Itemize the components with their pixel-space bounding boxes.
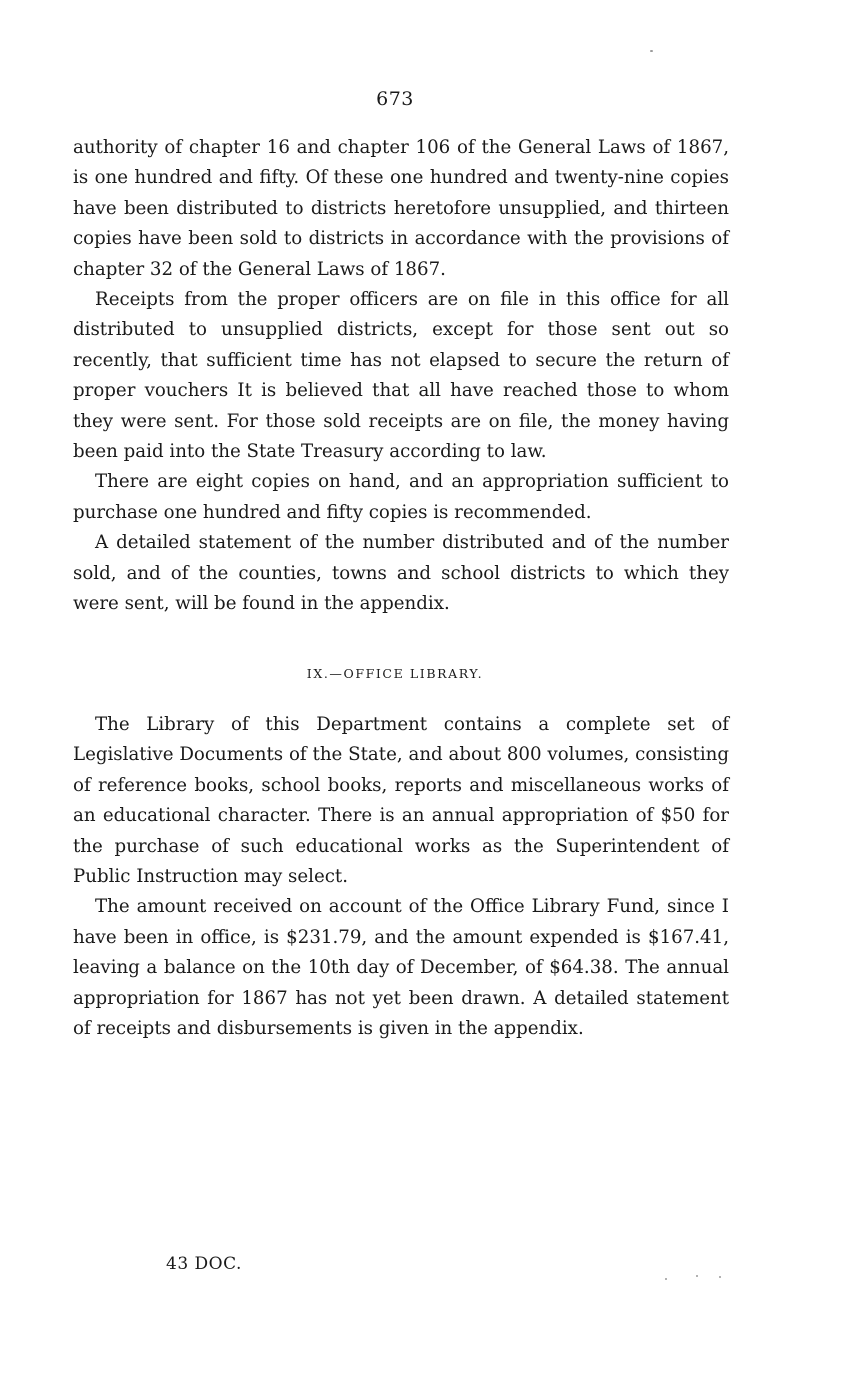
paragraph: The Library of this Department contains a complete set of Legislative Documents of the State, and about 800 volumes, consisting of reference books, school books, reports and miscellaneous works of an educational character. There is an annual appropriation of $50 for the purchase of such educational works as the Superintendent of Public Instruction may select. <box>73 714 729 888</box>
paper-speck <box>650 50 653 52</box>
page-number: 673 <box>376 88 414 110</box>
paragraph: The amount received on account of the Office Library Fund, since I have been in office, is $231.79, and the amount expended is $167.41, leaving a balance on the 10th day of December, of $64.38. The annual appropriation for 1867 has not yet been drawn. A detailed statement of receipts and disbursements is given in the appendix. <box>73 896 729 1040</box>
paragraph: Receipts from the proper officers are on file in this office for all distributed to unsupplied districts, except for those sent out so recently, that sufficient time has not elapsed to secure the return of proper vouchers It is believed that all have reached those to whom they were sent. For those sold receipts are on file, the money having been paid into the State Treasury according to law. <box>73 289 729 463</box>
paper-speck <box>696 1275 698 1277</box>
paper-speck <box>719 1276 721 1278</box>
paragraph: authority of chapter 16 and chapter 106 of the General Laws of 1867, is one hundred and fifty. Of these one hundred and twenty-nine copies have been distributed to districts heretofore unsupplied, and thirteen copies have been sold to districts in accordance with the provisions of chapter 32 of the General Laws of 1867. <box>73 137 729 280</box>
body-text-section-one <box>73 133 729 620</box>
signature-mark: 43 DOC. <box>166 1254 242 1274</box>
paper-speck <box>665 1278 667 1280</box>
paragraph: A detailed statement of the number distributed and of the number sold, and of the counties, towns and school districts to which they were sent, will be found in the appendix. <box>73 532 729 615</box>
section-heading: IX.—OFFICE LIBRARY. <box>306 666 484 681</box>
paragraph: There are eight copies on hand, and an appropriation sufficient to purchase one hundred and fifty copies is recommended. <box>73 471 729 523</box>
body-text-section-two <box>73 710 729 1044</box>
